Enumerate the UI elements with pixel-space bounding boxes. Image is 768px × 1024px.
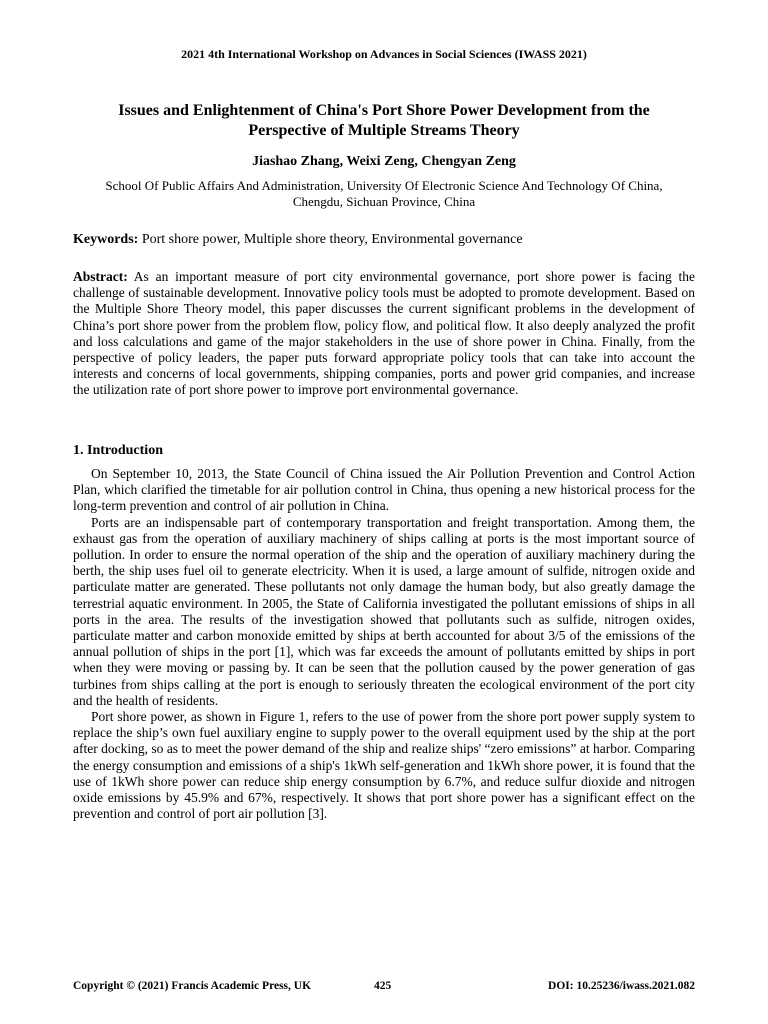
title-line-1: Issues and Enlightenment of China's Port Shore Power Development from the <box>118 102 650 119</box>
abstract-label: Abstract: <box>73 269 128 284</box>
paper-title <box>73 101 695 141</box>
abstract-text: As an important measure of port city environmental governance, port shore power is facing the challenge of sustainable development. Innovative policy tools must be adopted to promote development. Based on the Multiple Shore Theory model, this paper discusses the current significant problems in the development of China’s port shore power from the problem flow, policy flow, and political flow. It also deeply analyzed the profit and loss calculations and game of the major stakeholders in the use of shore power in China. Finally, from the perspective of policy leaders, the paper puts forward appropriate policy tools that can take into account the interests and concerns of local governments, shipping companies, ports and power grid companies, and increase the utilization rate of port shore power to improve port environmental governance. <box>73 269 695 398</box>
keywords-label: Keywords: <box>73 232 139 247</box>
affiliation-line-2: Chengdu, Sichuan Province, China <box>292 194 476 209</box>
conference-header: 2021 4th International Workshop on Advances in Social Sciences (IWASS 2021) <box>181 47 587 61</box>
introduction-body <box>73 466 695 822</box>
keywords <box>73 231 695 248</box>
doi: DOI: 10.25236/iwass.2021.082 <box>548 980 695 992</box>
affiliation-line-1: School Of Public Affairs And Administration, University Of Electronic Science And Technology Of China, <box>105 178 663 193</box>
page-number: 425 <box>374 980 392 992</box>
abstract <box>73 269 695 399</box>
keywords-text: Port shore power, Multiple shore theory, Environmental governance <box>141 232 523 247</box>
section-heading-introduction: 1. Introduction <box>73 443 163 458</box>
paragraph: Ports are an indispensable part of contemporary transportation and freight transportation. Among them, the exhaust gas from the operation of auxiliary machinery of ships calling at ports is the most important source of pollution. In order to ensure the normal operation of the ship and the operation of auxiliary machinery during the berth, the ship uses fuel oil to generate electricity. When it is used, a large amount of sulfide, nitrogen oxide and particulate matter are generated. These pollutants not only damage the human body, but also greatly damage the terrestrial aquatic environment. In 2005, the State of California investigated the pollutant emissions of ships in all ports in the area. The results of the investigation showed that pollutants such as sulfide, nitrogen oxides, particulate matter and carbon monoxide emitted by ships at berth accounted for about 3/5 of the emissions of the annual pollution of ships in the port [1], which was far exceeds the amount of pollutants emitted by ships in port when they were moving or passing by. It can be seen that the pollution caused by the power generation of gas turbines from ships calling at the port is enough to seriously threaten the ecological environment of the port city and the health of residents. <box>73 514 695 708</box>
copyright: Copyright © (2021) Francis Academic Press, UK <box>73 980 312 992</box>
title-line-2: Perspective of Multiple Streams Theory <box>248 122 520 139</box>
affiliation <box>73 178 695 210</box>
paragraph: On September 10, 2013, the State Council of China issued the Air Pollution Prevention and Control Action Plan, which clarified the timetable for air pollution control in China, thus opening a new historical process for the long-term prevention and control of air pollution in China. <box>73 466 695 514</box>
paragraph: Port shore power, as shown in Figure 1, refers to the use of power from the shore port power supply system to replace the ship’s own fuel auxiliary engine to supply power to the overall equipment used by the ship at the port after docking, so as to meet the power demand of the ship and realize ships' “zero emissions” at harbor. Comparing the energy consumption and emissions of a ship's 1kWh self-generation and 1kWh shore power, it is found that the use of 1kWh shore power can reduce ship energy consumption by 6.7%, and reduce sulfur dioxide and nitrogen oxide emissions by 45.9% and 67%, respectively. It shows that port shore power has a significant effect on the prevention and control of port air pollution [3]. <box>73 709 695 822</box>
authors: Jiashao Zhang, Weixi Zeng, Chengyan Zeng <box>252 154 516 169</box>
